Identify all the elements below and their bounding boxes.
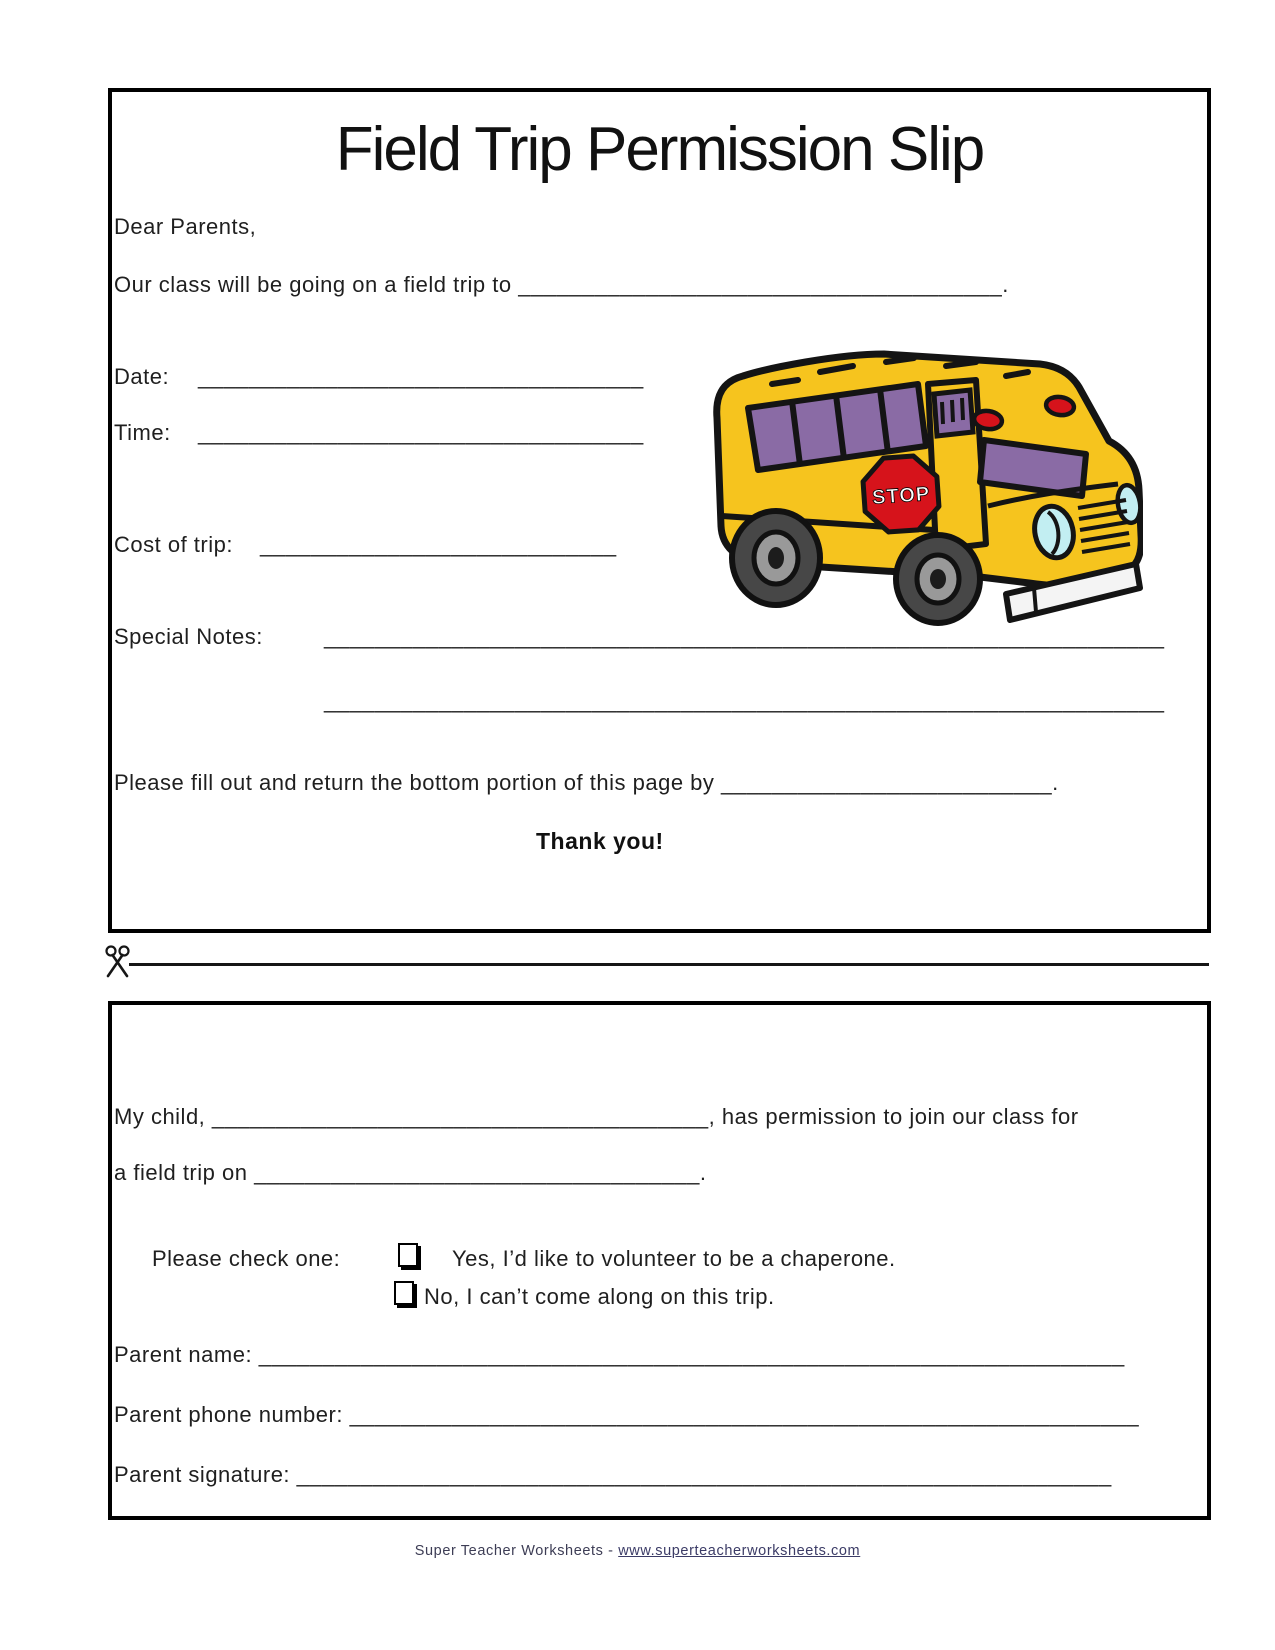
parent-name-blank: ____________________________________________________________________ xyxy=(258,1342,1125,1367)
stop-sign xyxy=(862,455,941,534)
notes-label: Special Notes: xyxy=(114,624,263,649)
return-period: . xyxy=(1052,770,1059,795)
rear-wheel xyxy=(732,511,820,605)
destination-blank: ______________________________________ xyxy=(518,272,1003,297)
stop-sign-text: STOP xyxy=(871,482,931,509)
trip-period: . xyxy=(699,1160,707,1185)
return-date-blank: __________________________ xyxy=(721,770,1053,795)
parent-signature-blank: ________________________________________________________________ xyxy=(296,1462,1112,1487)
parent-phone-label: Parent phone number: xyxy=(114,1402,343,1427)
return-line xyxy=(114,770,1059,796)
date-label: Date: xyxy=(114,364,170,389)
page-title: Field Trip Permission Slip xyxy=(335,115,984,184)
parent-phone-field xyxy=(114,1402,1139,1428)
trip-date-line xyxy=(114,1160,706,1186)
parent-signature-label: Parent signature: xyxy=(114,1462,291,1487)
notes-blank-1: __________________________________________________________________ xyxy=(324,624,1165,649)
time-blank: ___________________________________ xyxy=(198,420,644,445)
front-wheel xyxy=(896,535,980,623)
scissors-icon xyxy=(103,944,133,980)
salutation: Dear Parents, xyxy=(114,214,257,239)
trip-date-blank: ___________________________________ xyxy=(254,1160,700,1185)
trip-prefix: a field trip on xyxy=(114,1160,255,1185)
parent-phone-blank: ______________________________________________________________ xyxy=(349,1402,1140,1427)
school-bus-image xyxy=(688,336,1143,626)
parent-name-label: Parent name: xyxy=(114,1342,253,1367)
teacher-info-box xyxy=(108,88,1211,933)
intro-period: . xyxy=(1002,272,1009,297)
notes-line-2 xyxy=(324,688,1165,714)
notes-blank-2: __________________________________________________________________ xyxy=(324,688,1165,713)
time-label: Time: xyxy=(114,420,171,445)
check-prompt: Please check one: xyxy=(152,1246,341,1271)
footer-text: Super Teacher Worksheets - xyxy=(414,1543,619,1559)
child-prefix: My child, xyxy=(114,1104,212,1129)
notes-field xyxy=(114,624,1165,650)
yes-checkbox[interactable] xyxy=(398,1243,418,1267)
child-name-blank: _______________________________________ xyxy=(211,1104,709,1129)
date-blank: ___________________________________ xyxy=(198,364,644,389)
cost-blank: ____________________________ xyxy=(260,532,617,557)
child-line xyxy=(114,1104,1079,1130)
option-yes-label: Yes, I’d like to volunteer to be a chaperone. xyxy=(452,1246,896,1271)
parent-name-field xyxy=(114,1342,1125,1368)
return-text: Please fill out and return the bottom portion of this page by xyxy=(114,770,722,795)
cut-line xyxy=(129,963,1209,966)
parent-signature-field xyxy=(114,1462,1112,1488)
thank-you-text: Thank you! xyxy=(536,828,664,854)
footer xyxy=(0,1543,1275,1559)
no-checkbox[interactable] xyxy=(394,1281,414,1305)
cost-field xyxy=(114,532,617,558)
intro-line xyxy=(114,272,1009,298)
intro-text: Our class will be going on a field trip to xyxy=(114,272,519,297)
cost-label: Cost of trip: xyxy=(114,532,233,557)
option-no-label: No, I can’t come along on this trip. xyxy=(424,1284,775,1309)
time-field xyxy=(114,420,644,446)
date-field xyxy=(114,364,644,390)
parent-response-box xyxy=(108,1001,1211,1520)
child-suffix: , has permission to join our class for xyxy=(708,1104,1079,1129)
footer-link[interactable]: www.superteacherworksheets.com xyxy=(618,1543,861,1559)
